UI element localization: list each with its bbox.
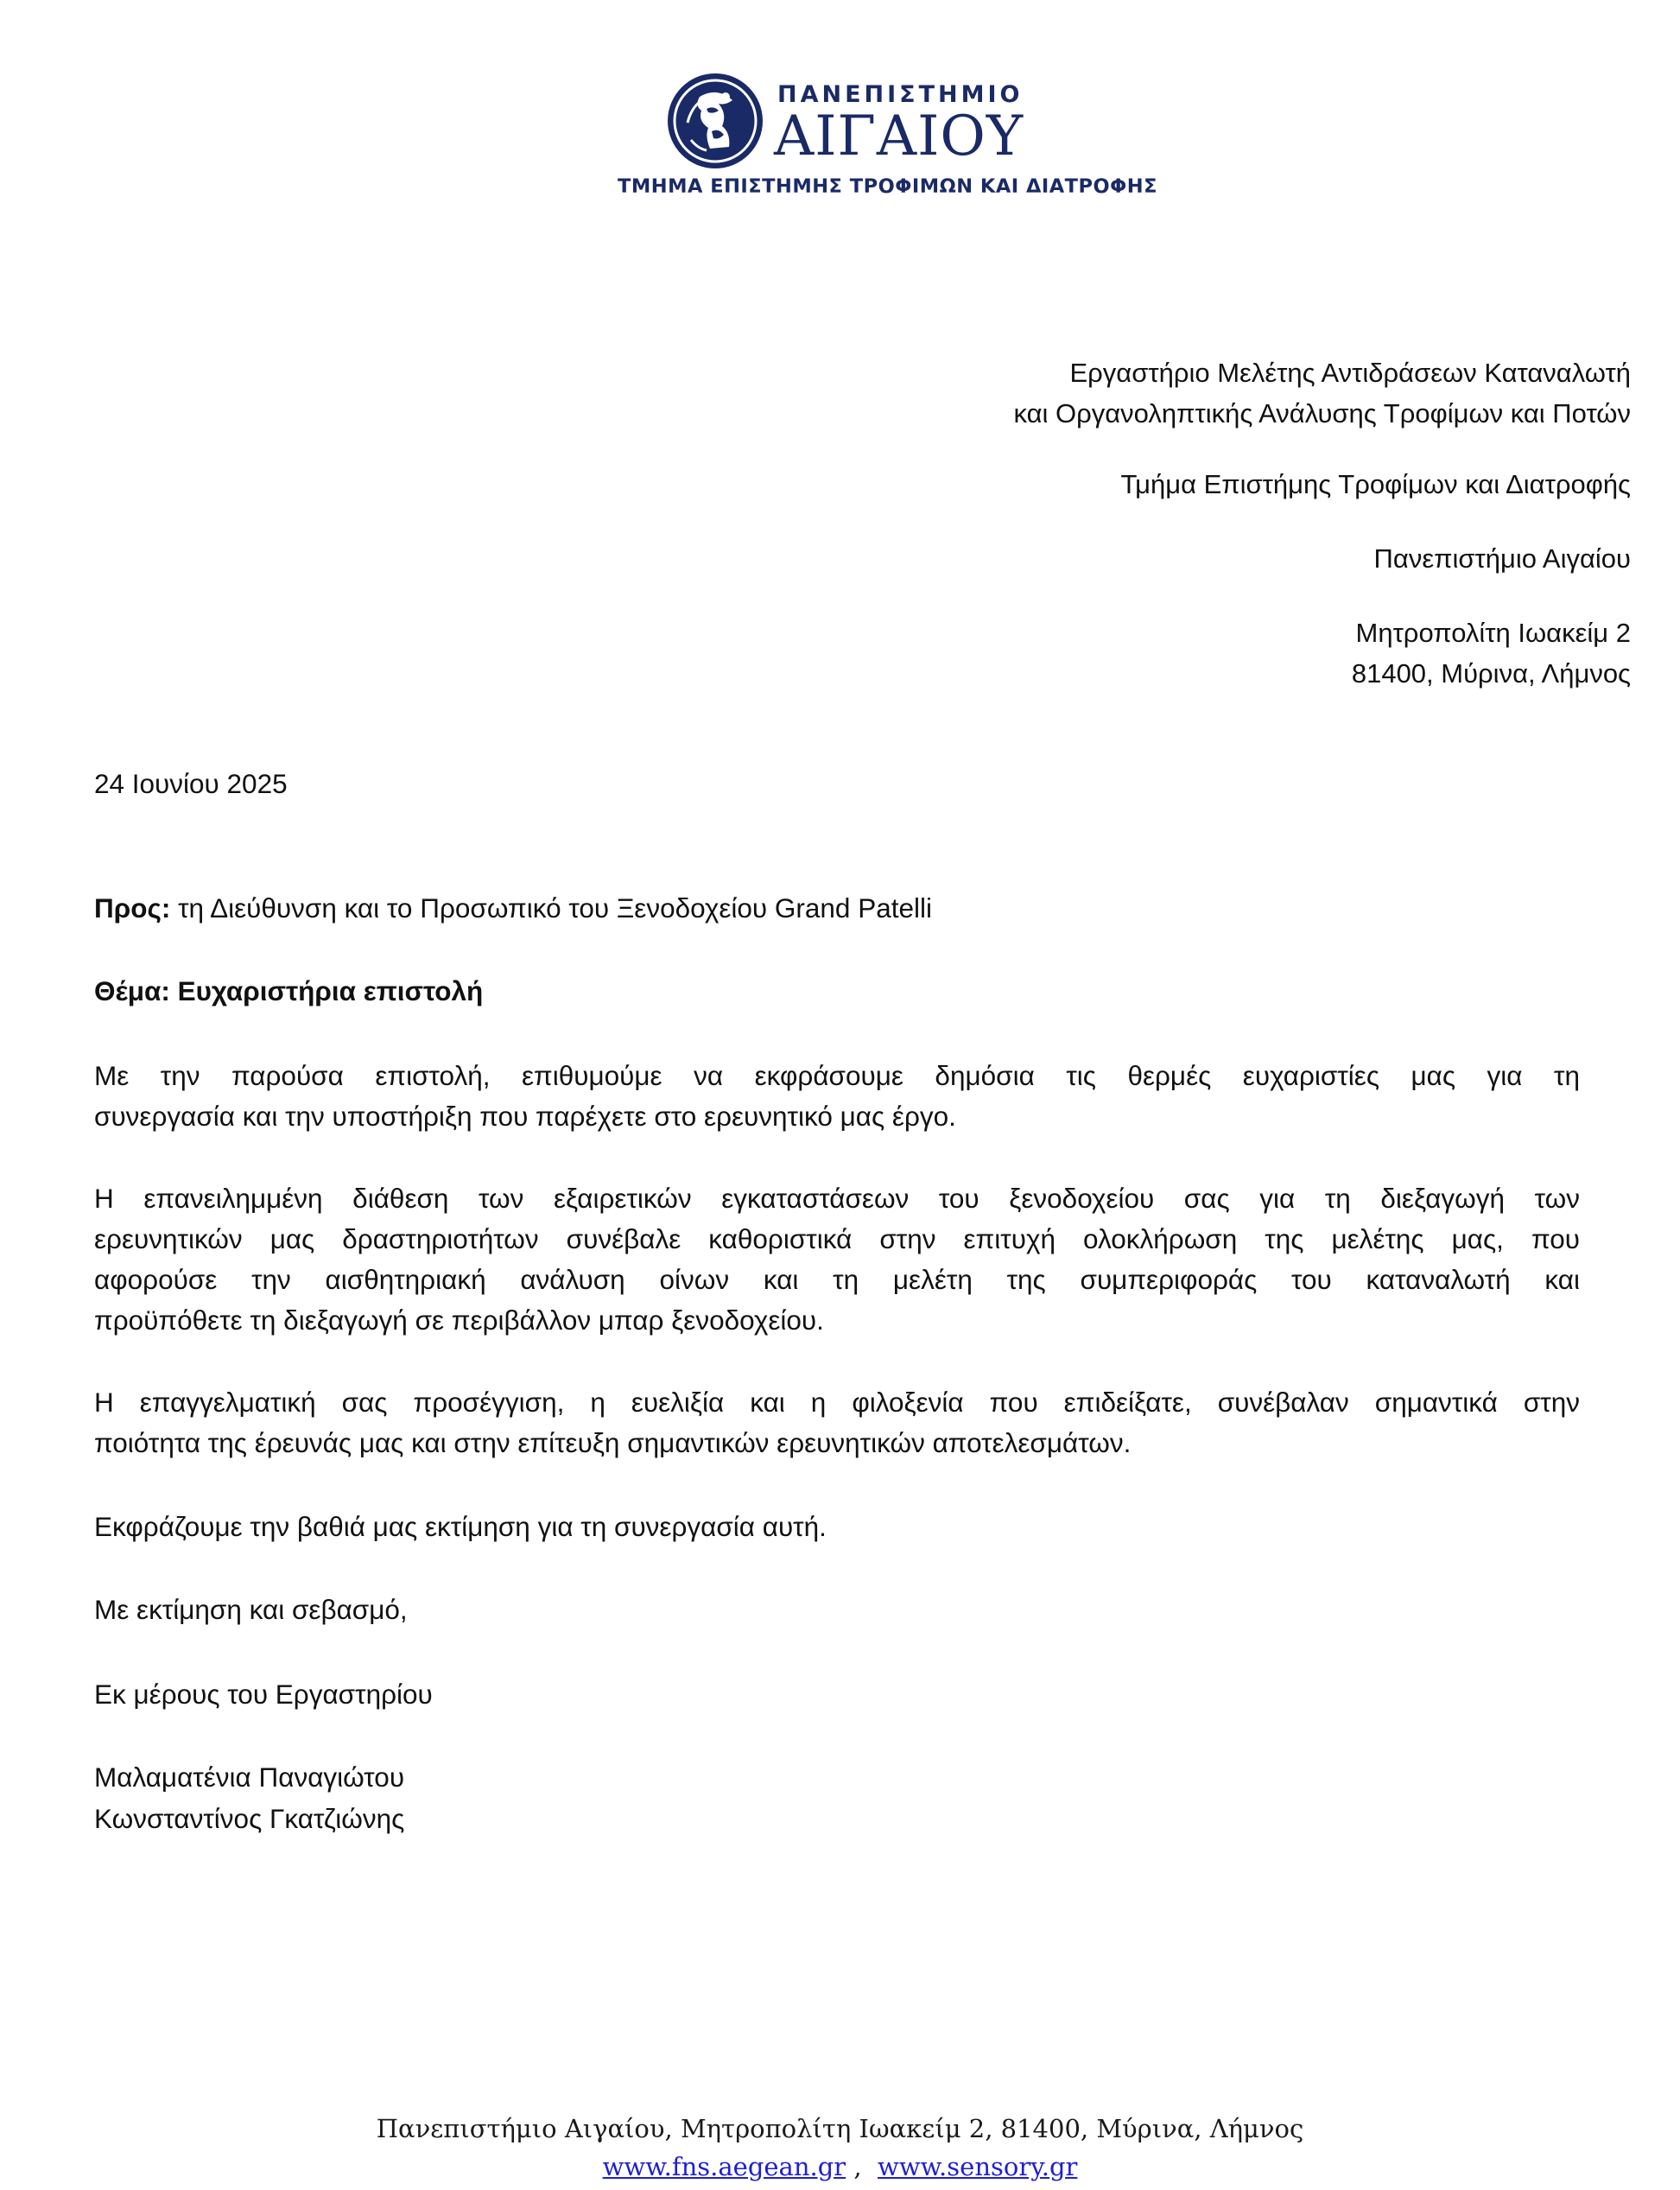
paragraph-line: προϋπόθετε τη διεξαγωγή σε περιβάλλον μπαρ ξενοδοχείου. [94,1304,824,1336]
subject-text: Θέμα: Ευχαριστήρια επιστολή [94,975,484,1006]
paragraph-line: αφορούσε την αισθητηριακή ανάλυση οίνων και τη μελέτη της συμπεριφοράς του καταναλωτή και [94,1264,1580,1295]
signatory-1: Μαλαματένια Παναγιώτου [94,1762,405,1793]
university-address [1374,538,1631,579]
footer-links [0,2148,1680,2186]
department-name: Τμήμα Επιστήμης Τροφίμων και Διατροφής [1120,469,1631,499]
paragraph-line: Η επαγγελματική σας προσέγγιση, η ευελιξία και η φιλοξενία που επιδείξατε, συνέβαλαν σημαντικά στην [94,1387,1580,1418]
recipient-label: Προς: [94,892,171,924]
lab-name-line1: Εργαστήριο Μελέτης Αντιδράσεων Καταναλωτή [1069,358,1631,388]
footer-link-fns[interactable]: www.fns.aegean.gr [602,2152,846,2181]
footer-link-separator: , [846,2152,878,2181]
subject-line [94,971,483,1012]
paragraph-1 [94,1056,1580,1137]
paragraph-line: Η επανειλημμένη διάθεση των εξαιρετικών εγκαταστάσεων του ξενοδοχείου σας για τη διεξαγωγή των [94,1183,1580,1214]
paragraph-3 [94,1382,1580,1463]
lab-name-line2: και Οργανοληπτικής Ανάλυσης Τροφίμων και Ποτών [1013,398,1631,428]
paragraph-line: ποιότητα της έρευνάς μας και στην επίτευξη σημαντικών ερευνητικών αποτελεσμάτων. [94,1427,1132,1458]
university-name-big: ΑΙΓΑΙΟΥ [774,105,1024,168]
on-behalf-line: Εκ μέρους του Εργαστηρίου [94,1679,433,1710]
signatory-2: Κωνσταντίνος Γκατζιώνης [94,1803,405,1834]
footer-link-sensory[interactable]: www.sensory.gr [878,2152,1078,2181]
letter-date: 24 Ιουνίου 2025 [94,768,288,799]
city-address: 81400, Μύρινα, Λήμνος [1351,658,1631,689]
footer-address: Πανεπιστήμιο Αιγαίου, Μητροπολίτη Ιωακείμ 2, 81400, Μύρινα, Λήμνος [376,2114,1304,2143]
paragraph-2 [94,1178,1580,1341]
paragraph-line: ερευνητικών μας δραστηριοτήτων συνέβαλε καθοριστικά στην επιτυχή ολοκλήρωση της μελέτης μας, που [94,1223,1580,1254]
lab-address-block [1013,352,1631,434]
university-name-small: ΠΑΝΕΠΙΣΤΗΜΙΟ [777,81,1024,108]
university-logo [665,71,1028,175]
paragraph-line: συνεργασία και την υποστήριξη που παρέχετε στο ερευνητικό μας έργο. [94,1101,956,1132]
department-title-text: ΤΜΗΜΑ ΕΠΙΣΤΗΜΗΣ ΤΡΟΦΙΜΩΝ ΚΑΙ ΔΙΑΤΡΟΦΗΣ [618,175,1157,198]
recipient-text: τη Διεύθυνση και το Προσωπικό του Ξενοδοχείου Grand Patelli [170,892,932,924]
street-address-block [1352,613,1631,694]
street-address: Μητροπολίτη Ιωακείμ 2 [1355,618,1631,648]
paragraph-line: Με την παρούσα επιστολή, επιθυμούμε να εκφράσουμε δημόσια τις θερμές ευχαριστίες μας για τη [94,1060,1580,1091]
paragraph-4: Εκφράζουμε την βαθιά μας εκτίμηση για τη συνεργασία αυτή. [94,1511,827,1542]
department-title [0,175,1680,198]
department-address [1120,464,1631,505]
university-name: Πανεπιστήμιο Αιγαίου [1373,543,1631,574]
recipient-line [94,888,932,929]
university-seal-icon [665,71,765,171]
closing-line: Με εκτίμηση και σεβασμό, [94,1594,408,1625]
